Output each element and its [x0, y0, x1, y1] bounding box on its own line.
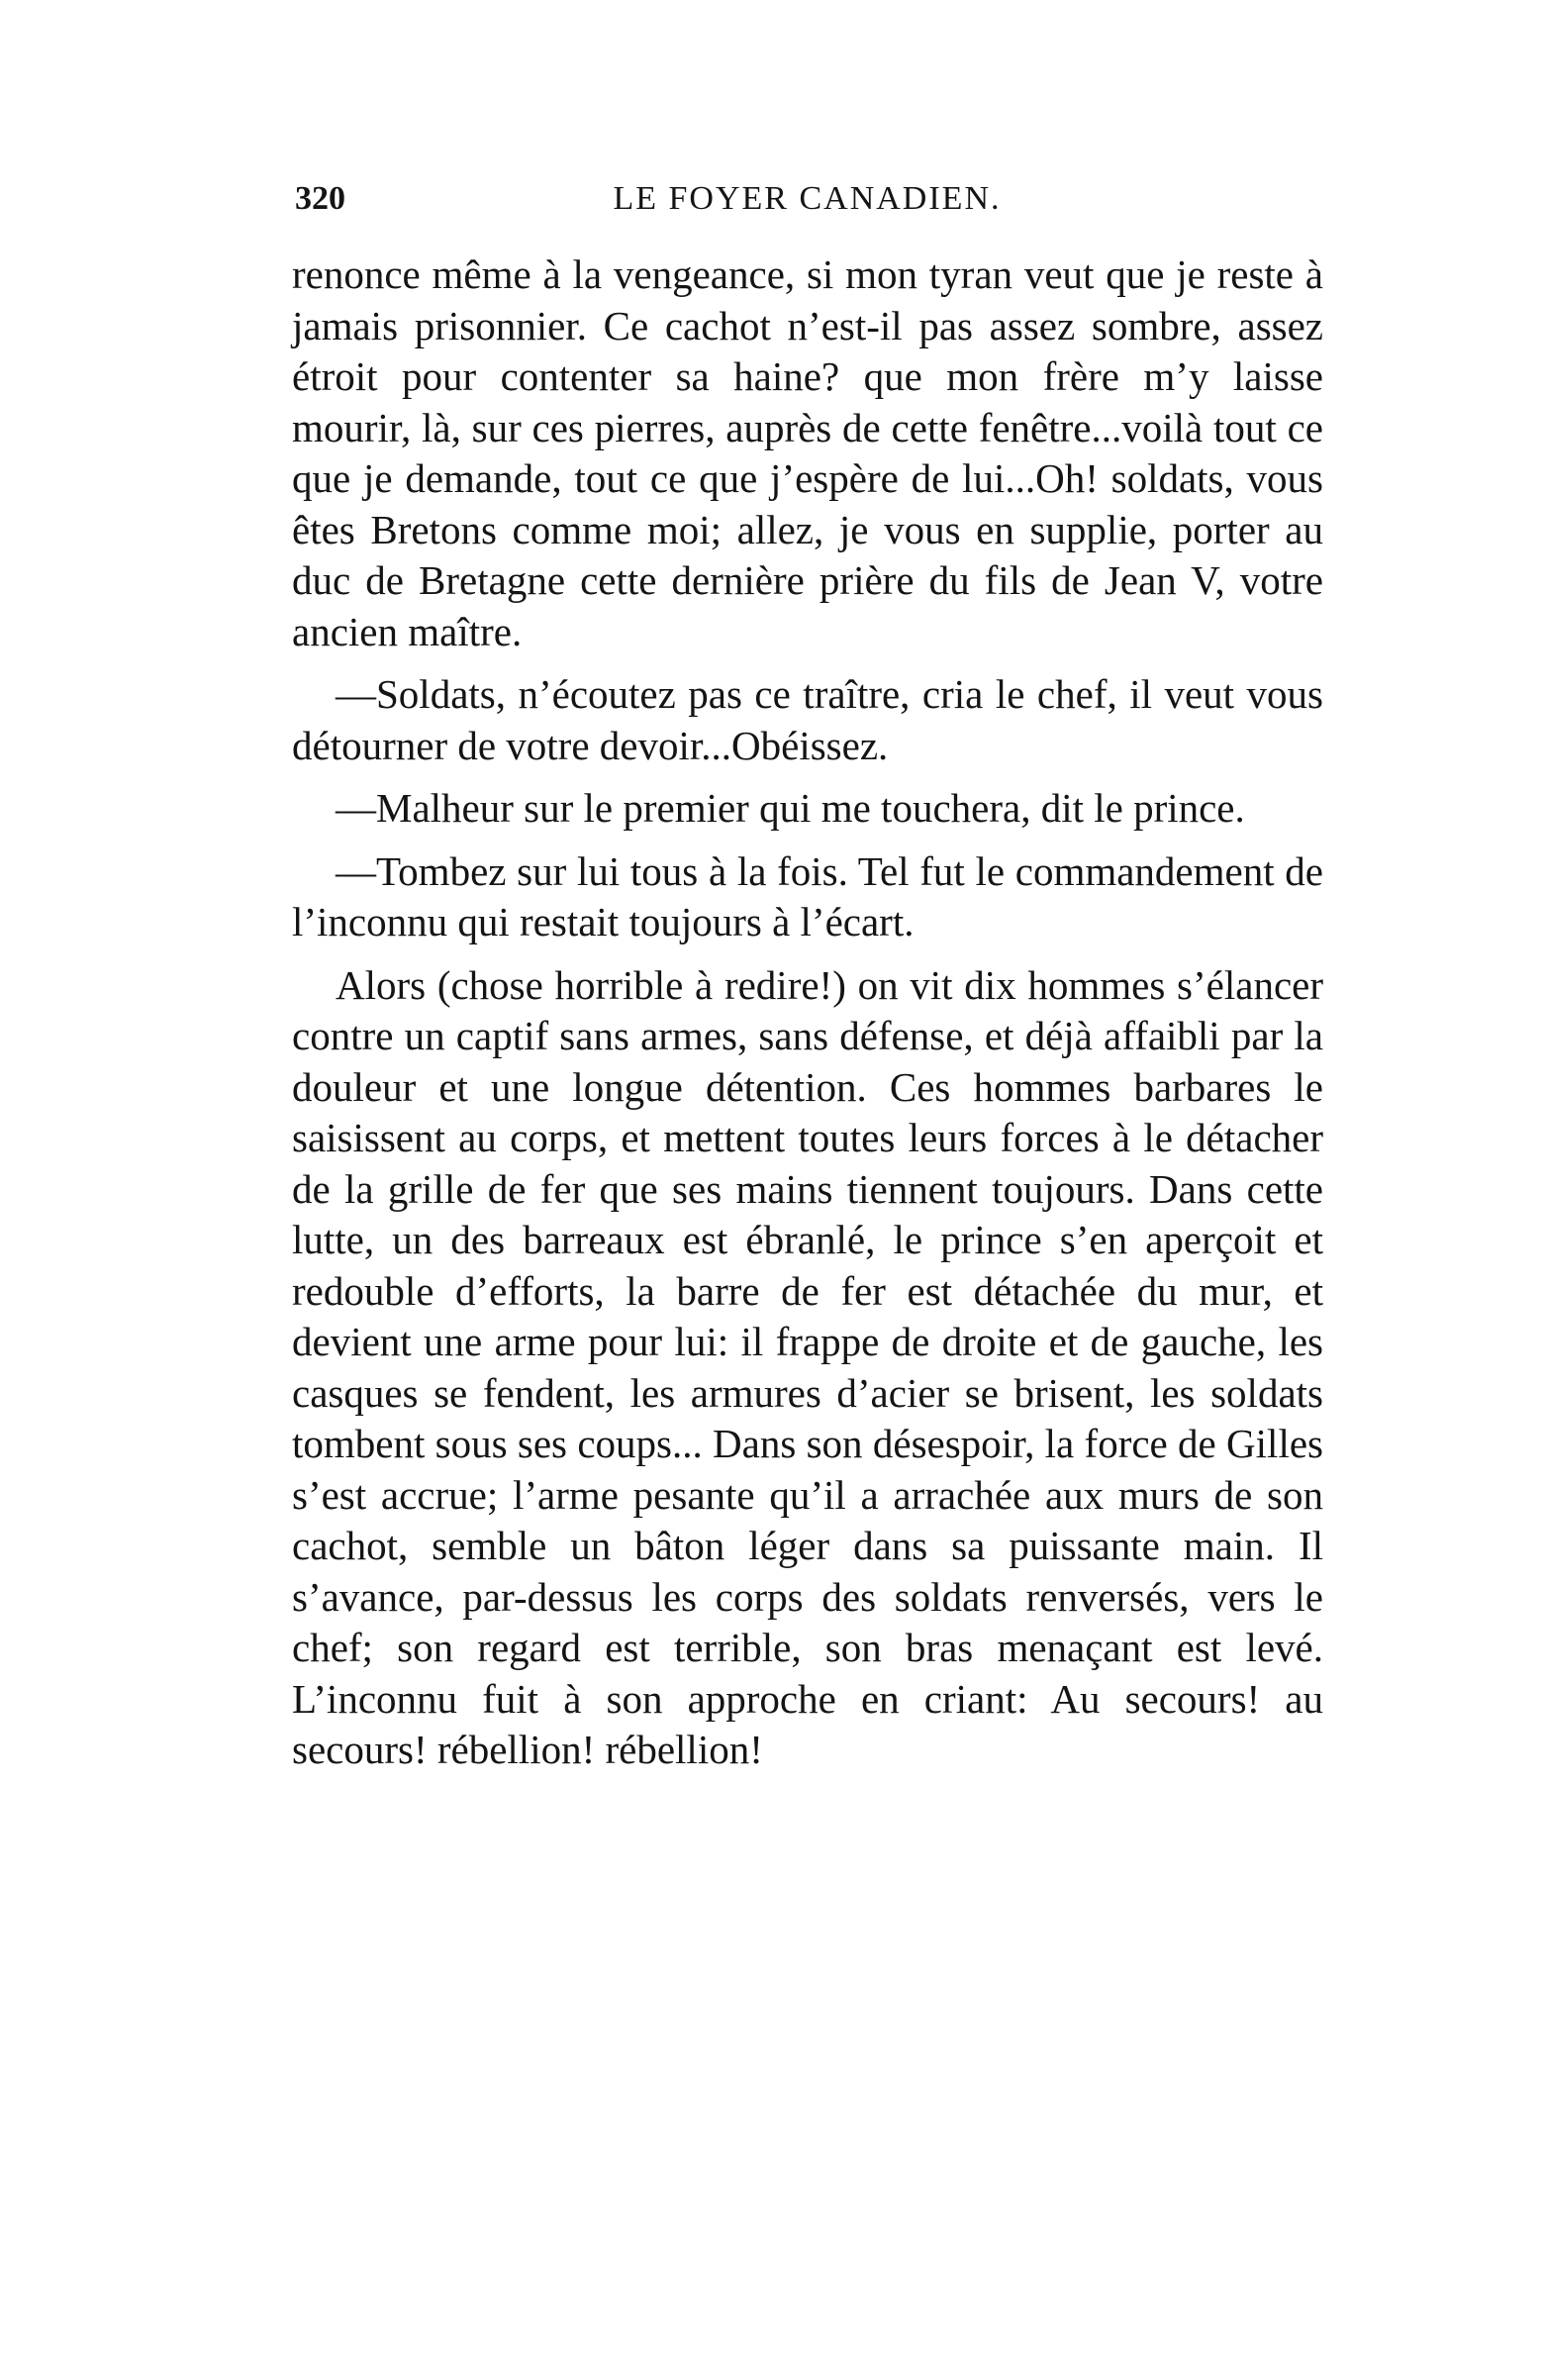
paragraph-dialogue-chef: —Soldats, n’écoutez pas ce traître, cria le chef, il veut vous détourner de votre devoir...Obéissez.: [292, 671, 1323, 768]
running-head: [295, 174, 1319, 224]
paragraph-dialogue-inconnu: —Tombez sur lui tous à la fois. Tel fut le commandement de l’inconnu qui restait toujours à l’écart.: [292, 847, 1323, 944]
paragraph-dialogue-prince: —Malheur sur le premier qui me touchera, dit le prince.: [336, 785, 1245, 831]
body-text: [292, 249, 1323, 1788]
paragraph-narration: Alors (chose horrible à redire!) on vit dix hommes s’élancer contre un captif sans armes, sans défense, et déjà affaibli par la douleur et une longue détention. Ces hommes barbares le saisissent au corps, et mettent toutes leurs forces à le détacher de la grille de fer que ses mains tiennent toujours. Dans cette lutte, un des barreaux est ébranlé, le prince s’en aperçoit et redouble d’efforts, la barre de fer est détachée du mur, et devient une arme pour lui: il frappe de droite et de gauche, les casques se fendent, les armures d’acier se brisent, les soldats tombent sous ses coups... Dans son désespoir, la force de Gilles s’est accrue; l’arme pesante qu’il a arrachée aux murs de son cachot, semble un bâton léger dans sa puissante main. Il s’avance, par-dessus les corps des soldats renversés, vers le chef; son regard est terrible, son bras menaçant est levé. L’inconnu fuit à son approche en criant: Au secours! au secours! rébellion! rébellion!: [292, 961, 1323, 1772]
page-number: 320: [295, 180, 345, 217]
book-title: LE FOYER CANADIEN.: [613, 180, 1002, 217]
paragraph-continuation: renonce même à la vengeance, si mon tyran veut que je reste à jamais prisonnier. Ce cachot n’est-il pas assez sombre, assez étroit pour contenter sa haine? que mon frère m’y laisse mourir, là, sur ces pierres, auprès de cette fenêtre...voilà tout ce que je demande, tout ce que j’espère de lui...Oh! soldats, vous êtes Bretons comme moi; allez, je vous en supplie, porter au duc de Bretagne cette dernière prière du fils de Jean V, votre ancien maître.: [292, 251, 1323, 654]
